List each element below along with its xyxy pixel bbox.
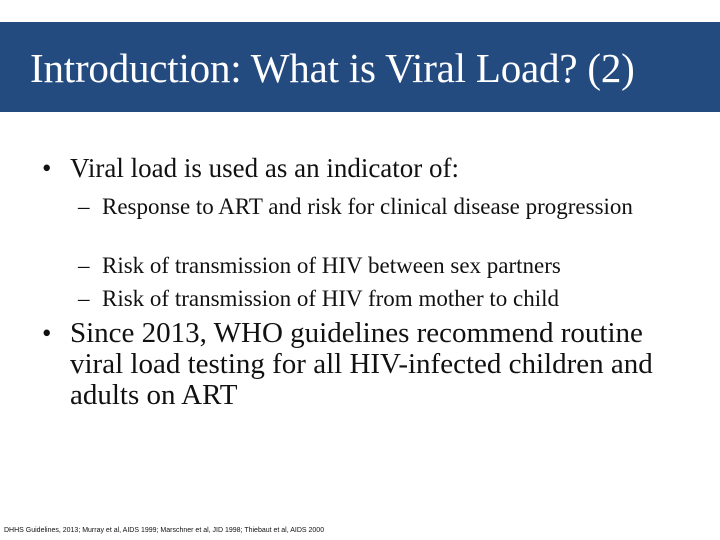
slide-title: Introduction: What is Viral Load? (2) <box>30 45 635 91</box>
sub-bullet-2-text: Risk of transmission of HIV between sex partners <box>102 253 561 278</box>
dash-marker: – <box>78 253 90 278</box>
bullet-marker: • <box>42 318 52 348</box>
sub-bullet-1-text: Response to ART and risk for clinical disease progression <box>102 194 633 219</box>
citation-footnote: DHHS Guidelines, 2013; Murray et al, AIDS 1999; Marschner et al, JID 1998; Thiebaut et al, AIDS 2000 <box>4 527 325 534</box>
sub-bullet-3-text: Risk of transmission of HIV from mother to child <box>102 286 559 311</box>
bullet-1-text: Viral load is used as an indicator of: <box>70 153 460 183</box>
dash-marker: – <box>78 286 90 311</box>
bullet-marker: • <box>42 153 52 183</box>
bullet-2-text: Since 2013, WHO guidelines recommend routine viral load testing for all HIV-infected children and adults on ART <box>70 317 653 411</box>
dash-marker: – <box>78 194 90 219</box>
